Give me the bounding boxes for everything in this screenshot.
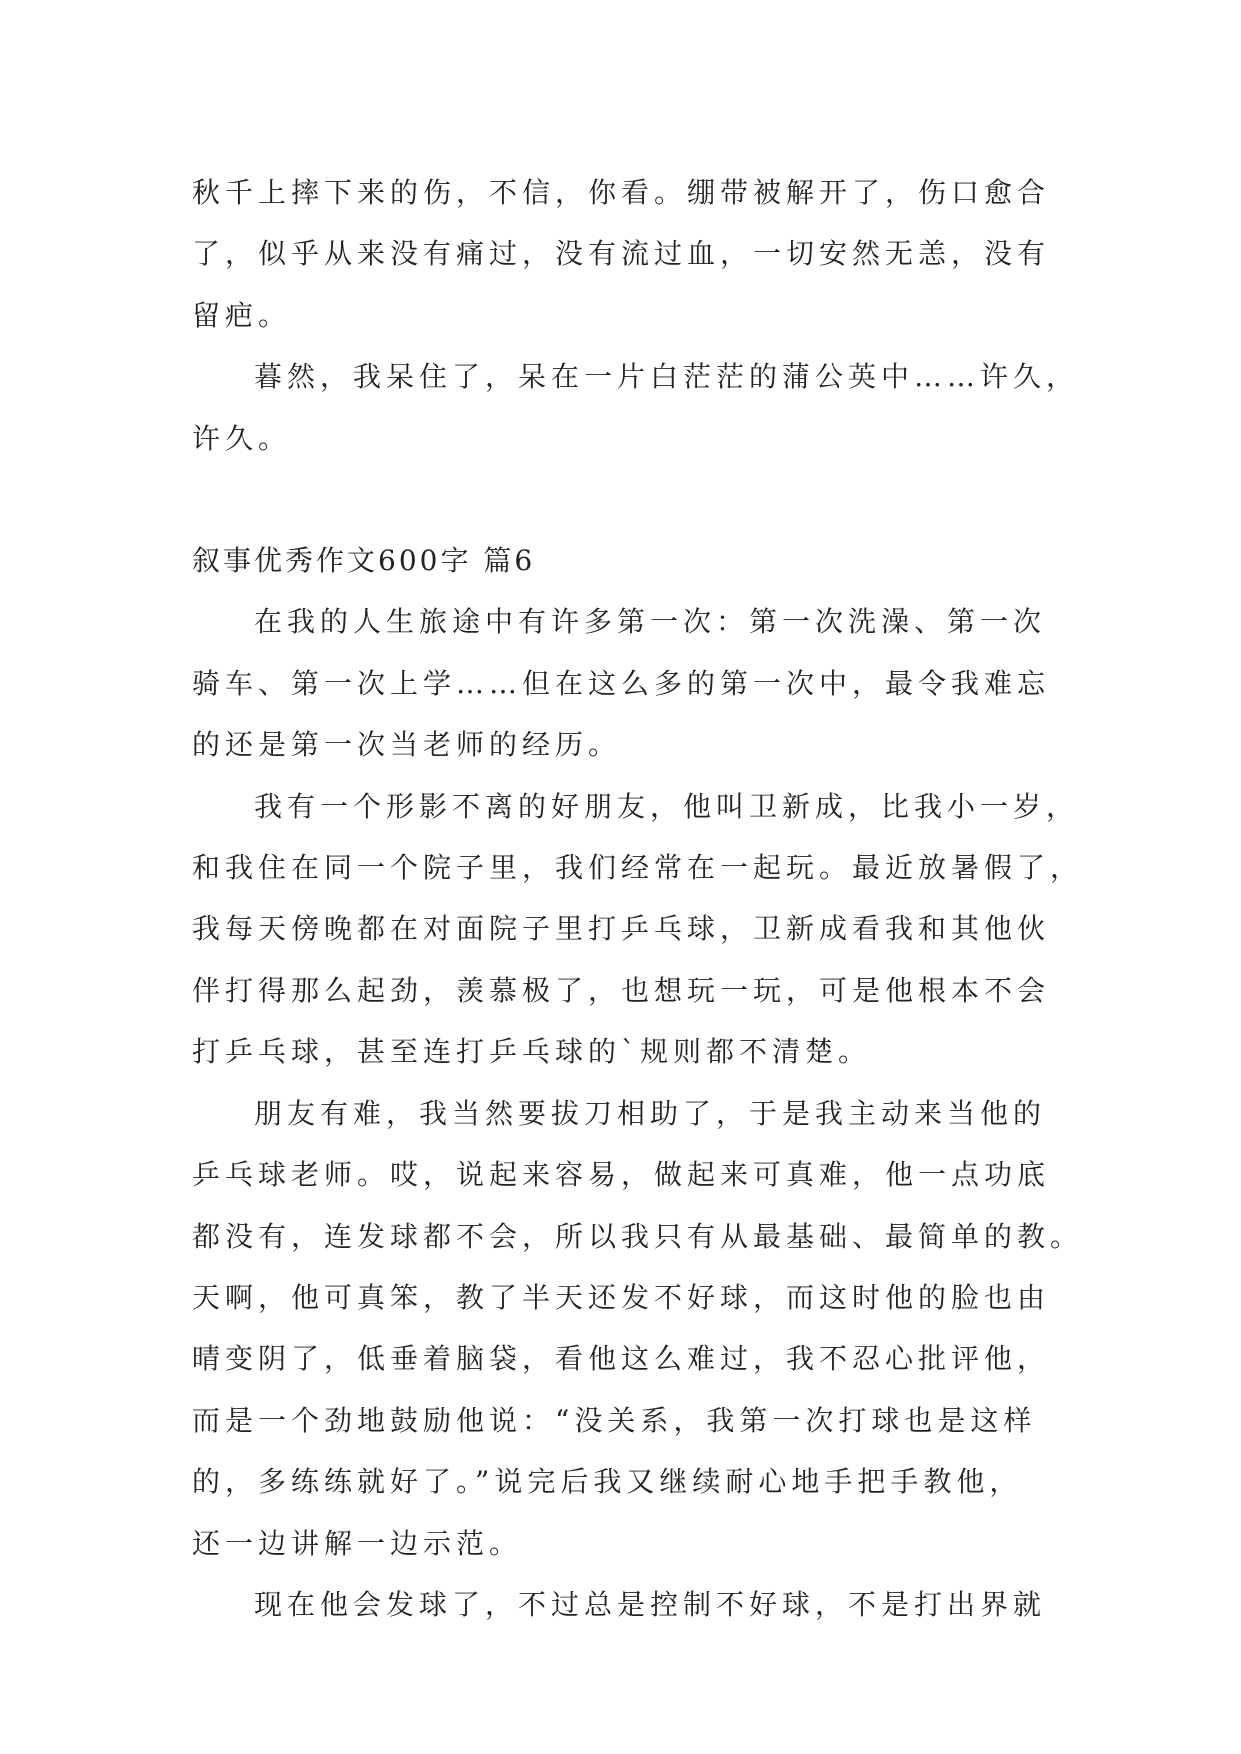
text-line: 和我住在同一个院子里，我们经常在一起玩。最近放暑假了，	[192, 851, 1084, 885]
paragraph-6	[192, 1574, 1052, 1635]
section-heading: 叙事优秀作文600字 篇6	[192, 544, 536, 578]
text-line: 我有一个形影不离的好朋友，他叫卫新成，比我小一岁，	[254, 789, 1080, 823]
paragraph-3	[192, 591, 1052, 775]
text-line: 秋千上摔下来的伤，不信，你看。绷带被解开了，伤口愈合	[192, 176, 1051, 209]
text-line: 许久。	[192, 421, 292, 455]
text-line: 骑车、第一次上学……但在这么多的第一次中，最令我难忘	[192, 666, 1051, 700]
text-line: 暮然，我呆住了，呆在一片白茫茫的蒲公英中……许久，	[254, 360, 1080, 394]
text-line: 朋友有难，我当然要拔刀相助了，于是我主动来当他的	[254, 1096, 1047, 1130]
paragraph-4	[192, 776, 1084, 1083]
text-line: 乒乓球老师。哎，说起来容易，做起来可真难，他一点功底	[192, 1158, 1051, 1192]
text-line: 天啊，他可真笨，教了半天还发不好球，而这时他的脸也由	[192, 1280, 1051, 1314]
paragraph-5	[192, 1083, 1084, 1574]
text-line: 都没有，连发球都不会，所以我只有从最基础、最简单的教。	[192, 1219, 1084, 1253]
text-line: 了，似乎从来没有痛过，没有流过血，一切安然无恙，没有	[192, 237, 1051, 271]
text-line: 还一边讲解一边示范。	[192, 1526, 523, 1560]
text-line: 而是一个劲地鼓励他说：“没关系，我第一次打球也是这样	[192, 1403, 1037, 1437]
text-line: 伴打得那么起劲，羡慕极了，也想玩一玩，可是他根本不会	[192, 973, 1051, 1007]
text-line: 打乒乓球，甚至连打乒乓球的`规则都不清楚。	[192, 1035, 872, 1069]
text-line: 晴变阴了，低垂着脑袋，看他这么难过，我不忍心批评他，	[192, 1342, 1051, 1376]
paragraph-1	[192, 162, 1052, 346]
text-line: 现在他会发球了，不过总是控制不好球，不是打出界就	[254, 1587, 1047, 1621]
document-body	[192, 162, 1084, 1635]
paragraph-2	[192, 346, 1080, 469]
text-line: 的，多练练就好了。”说完后我又继续耐心地手把手教他，	[192, 1465, 1023, 1499]
section-gap	[192, 469, 1052, 530]
text-line: 的还是第一次当老师的经历。	[192, 728, 622, 762]
text-line: 我每天傍晚都在对面院子里打乒乓球，卫新成看我和其他伙	[192, 912, 1051, 946]
text-line: 在我的人生旅途中有许多第一次：第一次洗澡、第一次	[254, 605, 1047, 639]
text-line: 留疤。	[192, 298, 292, 332]
